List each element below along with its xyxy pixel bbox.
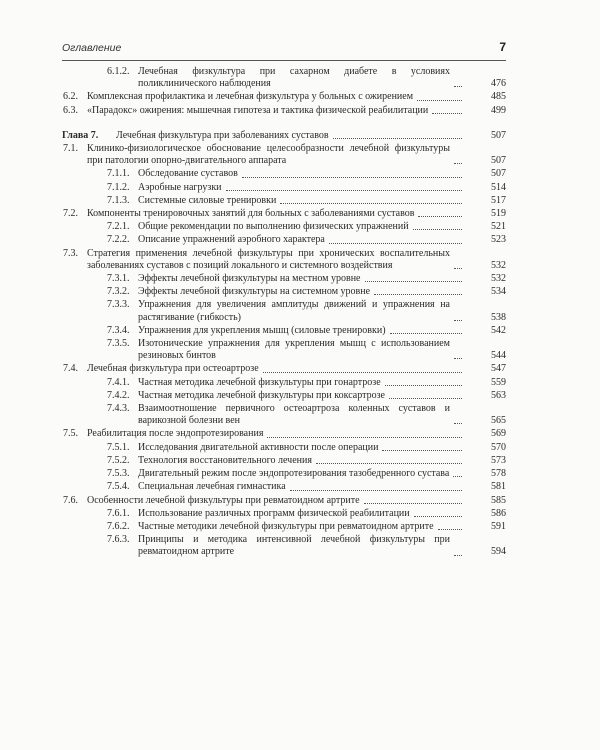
- dot-leader: [454, 423, 462, 424]
- toc-entry[interactable]: [62, 508, 506, 520]
- toc-entry-title: Упражнения для увеличения амплитуды движений и упражнения на растягивание (гибкость): [138, 299, 450, 323]
- toc-entry-title: Упражнения для укрепления мышц (силовые тренировки): [138, 324, 386, 336]
- toc-page-number: 499: [491, 104, 506, 116]
- toc-entry-title: Эффекты лечебной физкультуры на системном уровне: [138, 286, 371, 298]
- toc-entry-number: 6.1.2.: [107, 66, 130, 77]
- toc-entry-number: 7.2.1.: [107, 221, 130, 233]
- toc-entry[interactable]: [62, 168, 506, 180]
- toc-entry-title: Системные силовые тренировки: [138, 194, 277, 206]
- toc-entry-number: 7.1.: [63, 143, 78, 155]
- toc-entry-title: Двигательный режим после эндопротезирования тазобедренного сустава: [138, 468, 450, 480]
- dot-leader: [414, 516, 462, 517]
- toc-entry-title: Аэробные нагрузки: [138, 181, 222, 193]
- toc-entry[interactable]: [62, 442, 506, 454]
- toc-entry-title: «Парадокс» ожирения: мышечная гипотеза и тактика физической реабилитации: [87, 104, 429, 116]
- dot-leader: [413, 229, 462, 230]
- toc-entry[interactable]: [62, 403, 506, 427]
- toc-entry[interactable]: [62, 521, 506, 533]
- dot-leader: [329, 243, 462, 244]
- toc-page-number: 585: [491, 494, 506, 506]
- dot-leader: [418, 216, 462, 217]
- toc-entry-number: 7.1.1.: [107, 168, 130, 180]
- toc-entry-title: Лечебная физкультура при остеоартрозе: [87, 363, 259, 375]
- dot-leader: [454, 555, 462, 556]
- toc-entry-number: 7.6.3.: [107, 534, 130, 546]
- toc-entry-number: 7.4.: [63, 363, 78, 375]
- toc-page-number: 514: [491, 181, 506, 193]
- toc-entry-title: Клинико-физиологическое обоснование целесообразности лечебной физкультуры при патологии опорно-двигательного аппарата: [87, 143, 450, 167]
- toc-entry-title: Общие рекомендации по выполнению физических упражнений: [138, 221, 409, 233]
- toc-entry-number: 7.4.3.: [107, 403, 130, 415]
- toc-entry[interactable]: [62, 455, 506, 467]
- toc-entry-number: 7.5.: [63, 428, 78, 440]
- toc-entry-title: Эффекты лечебной физкультуры на местном уровне: [138, 273, 361, 285]
- dot-leader: [280, 203, 462, 204]
- toc-entry[interactable]: [62, 105, 506, 117]
- toc-page-number: 563: [491, 389, 506, 401]
- toc-entry-title: Изотонические упражнения для укрепления мышц с использованием резиновых бинтов: [138, 338, 450, 362]
- toc-entry-title: Стратегия применения лечебной физкультуры при хронических воспалительных заболеваниях суставов с позиций локального и системного воздействия: [87, 247, 450, 271]
- dot-leader: [438, 529, 462, 530]
- toc-entry-title: Компоненты тренировочных занятий для больных с заболеваниями суставов: [87, 208, 415, 220]
- toc-entry[interactable]: [62, 66, 506, 90]
- toc-entry[interactable]: [62, 534, 506, 558]
- toc-entry-title: Принципы и методика интенсивной лечебной физкультуры при ревматоидном артрите: [138, 534, 450, 558]
- toc-entry-number: 7.2.: [63, 208, 78, 220]
- toc-entry[interactable]: [62, 182, 506, 194]
- toc-page-number: 594: [491, 546, 506, 558]
- toc-entry[interactable]: [62, 234, 506, 246]
- toc-page-number: 586: [491, 507, 506, 519]
- toc-chapter-entry[interactable]: [62, 130, 506, 142]
- toc-entry[interactable]: [62, 481, 506, 493]
- toc-page-number: 544: [491, 350, 506, 362]
- toc-page-number: 581: [491, 481, 506, 493]
- toc-page-number: 542: [491, 324, 506, 336]
- toc-entry-number: 7.6.1.: [107, 507, 130, 519]
- toc-entry-number: 7.3.4.: [107, 324, 130, 336]
- dot-leader: [385, 385, 462, 386]
- toc-entry-title: Лечебная физкультура при заболеваниях суставов: [116, 129, 329, 141]
- toc-page-number: 573: [491, 454, 506, 466]
- page-number: 7: [499, 40, 506, 54]
- dot-leader: [389, 398, 462, 399]
- toc-entry[interactable]: [62, 390, 506, 402]
- dot-leader: [454, 268, 462, 269]
- toc-entry[interactable]: [62, 143, 506, 167]
- toc-entry-number: 7.3.5.: [107, 338, 130, 350]
- toc-page-number: 519: [491, 208, 506, 220]
- toc-entry-title: Специальная лечебная гимнастика: [138, 481, 286, 493]
- toc-entry-number: Глава 7.: [62, 129, 99, 141]
- toc-page-number: 569: [491, 428, 506, 440]
- toc-entry-title: Особенности лечебной физкультуры при ревматоидном артрите: [87, 494, 360, 506]
- dot-leader: [453, 476, 462, 477]
- toc-entry-number: 7.3.2.: [107, 286, 130, 298]
- toc-entry-title: Комплексная профилактика и лечебная физкультура у больных с ожирением: [87, 91, 414, 103]
- toc-page-number: 523: [491, 234, 506, 246]
- dot-leader: [374, 294, 462, 295]
- dot-leader: [454, 86, 462, 87]
- dot-leader: [290, 490, 462, 491]
- dot-leader: [432, 113, 462, 114]
- dot-leader: [226, 190, 462, 191]
- toc-page-number: 534: [491, 286, 506, 298]
- toc-page-number: 521: [491, 221, 506, 233]
- header-title: Оглавление: [62, 42, 122, 54]
- toc-entry[interactable]: [62, 363, 506, 375]
- dot-leader: [364, 503, 462, 504]
- toc-page-number: 507: [491, 168, 506, 180]
- toc-entry-number: 6.3.: [63, 104, 78, 116]
- toc-entry[interactable]: [62, 428, 506, 440]
- toc-page-number: 476: [491, 78, 506, 90]
- toc-entry[interactable]: [62, 377, 506, 389]
- toc-entry[interactable]: [62, 286, 506, 298]
- toc-page-number: 485: [491, 91, 506, 103]
- toc-page-number: 578: [491, 468, 506, 480]
- toc-entry-number: 7.4.2.: [107, 389, 130, 401]
- dot-leader: [333, 138, 462, 139]
- toc-entry[interactable]: [62, 208, 506, 220]
- toc-entry[interactable]: [62, 325, 506, 337]
- dot-leader: [454, 320, 462, 321]
- dot-leader: [316, 463, 462, 464]
- toc-entry-title: Описание упражнений аэробного характера: [138, 234, 325, 246]
- toc-entry[interactable]: [62, 495, 506, 507]
- toc-page-number: 532: [491, 273, 506, 285]
- toc-entry-number: 7.2.2.: [107, 234, 130, 246]
- toc-entry-number: 7.3.: [63, 247, 78, 259]
- toc-entry-number: 7.1.2.: [107, 181, 130, 193]
- toc-entry-number: 7.5.2.: [107, 454, 130, 466]
- toc-entry-number: 7.6.: [63, 494, 78, 506]
- toc-entry-title: Частная методика лечебной физкультуры при коксартрозе: [138, 389, 385, 401]
- toc-entry-title: Реабилитация после эндопротезирования: [87, 428, 264, 440]
- dot-leader: [382, 450, 462, 451]
- table-of-contents: [62, 66, 506, 559]
- dot-leader: [365, 281, 463, 282]
- toc-entry-title: Использование различных программ физической реабилитации: [138, 507, 410, 519]
- toc-page-number: 538: [491, 311, 506, 323]
- toc-entry-title: Частные методики лечебной физкультуры при ревматоидном артрите: [138, 520, 434, 532]
- dot-leader: [454, 163, 462, 164]
- toc-entry-title: Исследования двигательной активности после операции: [138, 441, 379, 453]
- toc-entry-number: 7.3.1.: [107, 273, 130, 285]
- dot-leader: [267, 437, 462, 438]
- toc-page-number: 532: [491, 259, 506, 271]
- running-header: [62, 40, 506, 61]
- toc-page-number: 507: [491, 129, 506, 141]
- toc-entry[interactable]: [62, 91, 506, 103]
- dot-leader: [242, 177, 462, 178]
- toc-entry-number: 7.5.3.: [107, 468, 130, 480]
- toc-entry[interactable]: [62, 221, 506, 233]
- toc-page-number: 517: [491, 194, 506, 206]
- toc-entry[interactable]: [62, 468, 506, 480]
- toc-entry-number: 7.1.3.: [107, 194, 130, 206]
- toc-page-number: 559: [491, 376, 506, 388]
- toc-entry-number: 7.5.4.: [107, 481, 130, 493]
- dot-leader: [454, 358, 462, 359]
- toc-entry[interactable]: [62, 338, 506, 362]
- toc-entry-title: Технология восстановительного лечения: [138, 454, 312, 466]
- toc-entry[interactable]: [62, 195, 506, 207]
- toc-entry-title: Обследование суставов: [138, 168, 238, 180]
- toc-page-number: 547: [491, 363, 506, 375]
- toc-entry-title: Лечебная физкультура при сахарном диабете в условиях поликлинического наблюдения: [138, 66, 450, 90]
- dot-leader: [263, 372, 462, 373]
- toc-entry-number: 7.3.3.: [107, 299, 130, 311]
- toc-entry[interactable]: [62, 273, 506, 285]
- section-gap: [62, 117, 506, 130]
- toc-entry[interactable]: [62, 248, 506, 272]
- toc-page-number: 591: [491, 520, 506, 532]
- toc-page-number: 507: [491, 155, 506, 167]
- dot-leader: [417, 100, 462, 101]
- toc-page-number: 565: [491, 415, 506, 427]
- toc-page-number: 570: [491, 441, 506, 453]
- toc-entry-number: 7.6.2.: [107, 520, 130, 532]
- toc-entry-title: Взаимоотношение первичного остеоартроза коленных суставов и варикозной болезни вен: [138, 403, 450, 427]
- toc-entry-number: 7.4.1.: [107, 376, 130, 388]
- toc-entry-title: Частная методика лечебной физкультуры при гонартрозе: [138, 376, 381, 388]
- toc-entry-number: 6.2.: [63, 91, 78, 103]
- toc-entry-number: 7.5.1.: [107, 441, 130, 453]
- dot-leader: [390, 333, 462, 334]
- toc-entry[interactable]: [62, 299, 506, 323]
